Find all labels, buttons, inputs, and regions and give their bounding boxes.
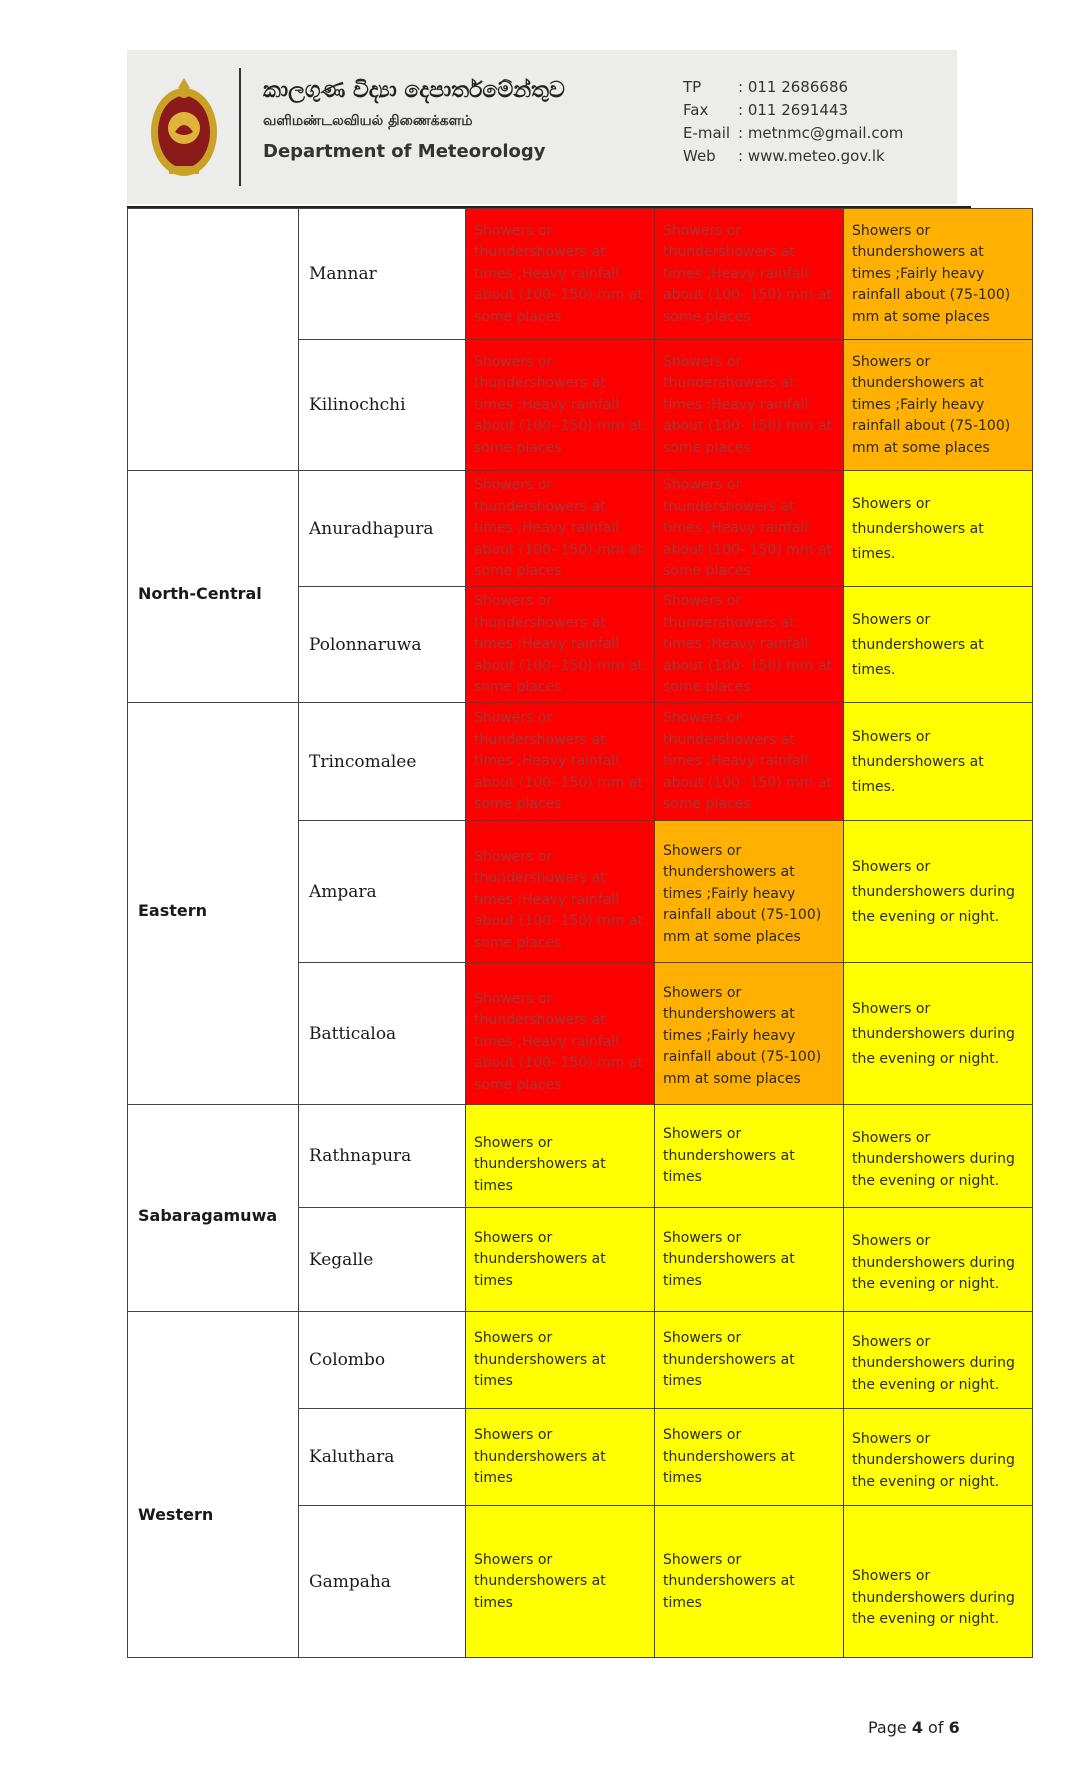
forecast-table [127, 208, 1033, 1658]
contact-info [683, 76, 903, 168]
district-gampaha: Gampaha [299, 1506, 466, 1658]
contact-row [683, 122, 903, 145]
province-western [128, 1312, 299, 1658]
forecast-cell: Showers or thundershowers at times ;Heavy rainfall about (100- 150) mm at some places [466, 703, 655, 821]
forecast-cell: Showers or thundershowers at times ;Heavy rainfall about (100- 150) mm at some places [655, 340, 844, 471]
table-row [128, 703, 1033, 821]
province-label: Eastern [138, 901, 208, 920]
forecast-cell: Showers or thundershowers at times ;Fairly heavy rainfall about (75-100) mm at some places [655, 963, 844, 1105]
forecast-cell: Showers or thundershowers at times [655, 1208, 844, 1312]
province-north-central [128, 471, 299, 703]
forecast-cell: Showers or thundershowers at times ;Heavy rainfall about (100- 150) mm at some places [466, 471, 655, 587]
forecast-cell: Showers or thundershowers at times [466, 1312, 655, 1409]
forecast-cell: Showers or thundershowers at times ;Heavy rainfall about (100- 150) mm at some places [655, 471, 844, 587]
contact-row [683, 99, 903, 122]
contact-value: : metnmc@gmail.com [738, 124, 904, 142]
district-kaluthara: Kaluthara [299, 1409, 466, 1506]
province-cell-empty [128, 209, 299, 471]
forecast-cell: Showers or thundershowers at times ;Fairly heavy rainfall about (75-100) mm at some places [844, 209, 1033, 340]
contact-label: TP [683, 78, 702, 96]
contact-label: Fax [683, 101, 709, 119]
province-label: Western [138, 1505, 214, 1524]
forecast-cell: Showers or thundershowers at times. [844, 703, 1033, 821]
forecast-cell: Showers or thundershowers at times [655, 1409, 844, 1506]
contact-value: : www.meteo.gov.lk [738, 147, 885, 165]
forecast-cell: Showers or thundershowers at times ;Heavy rainfall about (100- 150) mm at some places [466, 209, 655, 340]
province-label: North-Central [138, 584, 262, 603]
forecast-cell: Showers or thundershowers during the evening or night. [844, 1506, 1033, 1658]
forecast-cell: Showers or thundershowers at times ;Heavy rainfall about (100- 150) mm at some places [466, 340, 655, 471]
current-page: 4 [911, 1718, 923, 1737]
district-rathnapura: Rathnapura [299, 1105, 466, 1208]
contact-label: Web [683, 147, 716, 165]
district-ampara: Ampara [299, 821, 466, 963]
forecast-cell: Showers or thundershowers at times ;Heavy rainfall about (100- 150) mm at some places [466, 587, 655, 703]
forecast-cell: Showers or thundershowers at times [466, 1409, 655, 1506]
page-number [868, 1718, 960, 1737]
forecast-cell: Showers or thundershowers at times ;Fairly heavy rainfall about (75-100) mm at some places [844, 340, 1033, 471]
contact-row [683, 145, 903, 168]
province-label: Sabaragamuwa [138, 1205, 278, 1225]
province-eastern [128, 703, 299, 1105]
header-divider [239, 68, 241, 186]
forecast-cell: Showers or thundershowers during the evening or night. [844, 1312, 1033, 1409]
forecast-cell: Showers or thundershowers at times ;Fairly heavy rainfall about (75-100) mm at some places [655, 821, 844, 963]
forecast-cell: Showers or thundershowers during the evening or night. [844, 1105, 1033, 1208]
page-of: of [922, 1718, 949, 1737]
district-mannar: Mannar [299, 209, 466, 340]
forecast-cell: Showers or thundershowers at times. [844, 587, 1033, 703]
district-kilinochchi: Kilinochchi [299, 340, 466, 471]
page-prefix: Page [868, 1718, 912, 1737]
forecast-cell: Showers or thundershowers during the evening or night. [844, 1208, 1033, 1312]
forecast-cell: Showers or thundershowers at times ;Heavy rainfall about (100- 150) mm at some places [466, 963, 655, 1105]
government-emblem-icon [149, 70, 219, 184]
forecast-cell: Showers or thundershowers at times ;Heavy rainfall about (100- 150) mm at some places [655, 587, 844, 703]
district-batticaloa: Batticaloa [299, 963, 466, 1105]
org-name-sinhala: කාලගුණ විද්‍යා දෙපාර්තමේන්තුව [263, 78, 565, 103]
forecast-cell: Showers or thundershowers at times ;Heavy rainfall about (100- 150) mm at some places [655, 209, 844, 340]
forecast-cell: Showers or thundershowers at times. [844, 471, 1033, 587]
contact-value: : 011 2691443 [738, 101, 849, 119]
letterhead [127, 50, 957, 204]
district-trincomalee: Trincomalee [299, 703, 466, 821]
forecast-cell: Showers or thundershowers during the evening or night. [844, 963, 1033, 1105]
forecast-cell: Showers or thundershowers at times [655, 1506, 844, 1658]
forecast-cell: Showers or thundershowers at times [466, 1105, 655, 1208]
contact-row [683, 76, 903, 99]
province-sabaragamuwa [128, 1105, 299, 1312]
forecast-cell: Showers or thundershowers at times [655, 1312, 844, 1409]
table-row [128, 1105, 1033, 1208]
forecast-cell: Showers or thundershowers at times [655, 1105, 844, 1208]
district-anuradhapura: Anuradhapura [299, 471, 466, 587]
forecast-cell: Showers or thundershowers during the evening or night. [844, 1409, 1033, 1506]
forecast-cell: Showers or thundershowers at times [466, 1208, 655, 1312]
district-polonnaruwa: Polonnaruwa [299, 587, 466, 703]
forecast-cell: Showers or thundershowers at times [466, 1506, 655, 1658]
forecast-cell: Showers or thundershowers at times ;Heavy rainfall about (100- 150) mm at some places [655, 703, 844, 821]
organization-name [263, 78, 565, 162]
org-name-tamil: வளிமண்டலவியல் திணைக்களம் [263, 113, 473, 129]
total-pages: 6 [948, 1718, 960, 1737]
org-name-english: Department of Meteorology [263, 141, 546, 162]
district-kegalle: Kegalle [299, 1208, 466, 1312]
forecast-cell: Showers or thundershowers during the evening or night. [844, 821, 1033, 963]
district-colombo: Colombo [299, 1312, 466, 1409]
table-row [128, 1312, 1033, 1409]
table-row [128, 209, 1033, 340]
contact-label: E-mail [683, 124, 731, 142]
table-row [128, 471, 1033, 587]
contact-value: : 011 2686686 [738, 78, 849, 96]
forecast-cell: Showers or thundershowers at times ;Heavy rainfall about (100- 150) mm at some places [466, 821, 655, 963]
